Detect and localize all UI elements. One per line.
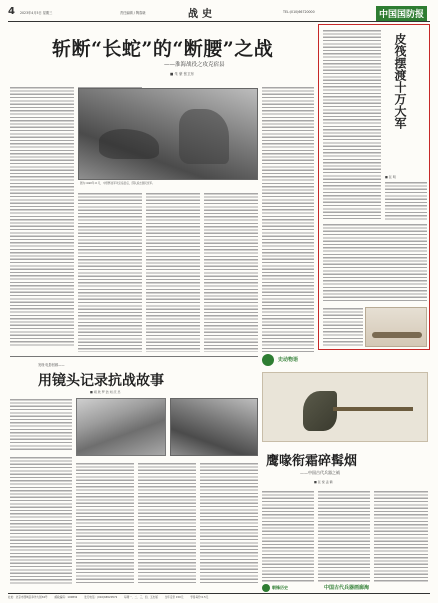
article2-column-2 <box>10 456 72 584</box>
page-number: 4 <box>8 6 15 17</box>
sidebar-text-bottom <box>323 223 427 301</box>
artifact-subtitle: ——中国古代兵器之钺 <box>300 470 340 475</box>
article1-column-2b <box>78 192 142 352</box>
article2-photo-right <box>170 398 258 456</box>
artifact-column-1 <box>262 490 314 582</box>
sidebar-title: 皮筏摆渡十万大军 <box>393 33 407 129</box>
header-editor: 责任编辑 / 陶春晓 <box>120 11 146 15</box>
footer-issue-phone: 发行电话：(010)66520572 <box>84 596 118 599</box>
article1-subtitle: ——淮海战役之攻克宿县 <box>164 62 225 68</box>
sidebar-text-end <box>323 307 363 347</box>
article1-photo <box>78 88 258 180</box>
raft-illustration <box>372 332 422 338</box>
footer-postcode: 邮政编码：100832 <box>54 596 78 599</box>
section-title: 战史 <box>188 9 216 20</box>
article1-photo-caption: 图为1948年11月，中原野战军攻克宿县后，部队追击国民党军。 <box>80 182 155 185</box>
footer-logo-icon <box>262 584 270 592</box>
artifact-byline: ■ 张 悦 孟 鹤 <box>314 480 333 484</box>
footer-logo-label: 朝锋历史 <box>272 585 288 590</box>
artifact-label <box>262 354 332 366</box>
weapon-shaft <box>333 407 413 411</box>
footer-printing: 每周一、二、三、四、五出版 <box>124 596 158 599</box>
artifact-label-text: 史动物语 <box>278 357 299 363</box>
article2-byline: ■ 胡 欣 罗 浩 刘 庆 忠 <box>90 390 121 394</box>
article2-column-4 <box>138 462 196 584</box>
artifact-label-icon <box>262 354 274 366</box>
article2-title: 用镜头记录抗战故事 <box>38 373 164 389</box>
header-tel: TEL:(010)66720000 <box>283 10 315 14</box>
article1-column-1 <box>10 86 74 346</box>
article2-column-3 <box>76 462 134 584</box>
article2-column: 发现·电影回顾—— <box>38 363 65 367</box>
header-rule <box>8 21 430 22</box>
article1-byline: ■ 朱 豪 张卫东 <box>170 72 195 76</box>
footer-monthly: 零售每份 0.5元 <box>190 596 209 599</box>
footer-rule <box>8 593 430 594</box>
sidebar-photo <box>365 307 427 347</box>
article1-column-3 <box>146 192 200 352</box>
section-divider <box>10 356 258 357</box>
artifact-column-2 <box>318 490 370 582</box>
article2-photo-left <box>76 398 166 456</box>
sidebar-text-right <box>385 181 427 221</box>
header-date: 2023年4月5日 星期三 <box>20 11 53 15</box>
sidebar-frame <box>318 24 430 350</box>
artifact-title: 鹰喙衔霜碎髯烟 <box>266 454 358 469</box>
footer <box>8 595 430 601</box>
article2-column-1 <box>10 398 72 450</box>
sidebar-byline: ■ 张 明 <box>385 175 396 179</box>
article1-column-5 <box>262 86 314 352</box>
article2-column-5 <box>200 462 258 584</box>
header <box>8 6 430 22</box>
sidebar-text-top <box>323 29 381 219</box>
masthead-logo: 中国国防报 <box>376 6 427 21</box>
footer-address: 社址：北京市西城区阜外大街34号 <box>8 596 48 599</box>
artifact-column-3 <box>374 490 428 582</box>
artifact-photo <box>262 372 428 442</box>
weapon-blade <box>303 391 337 431</box>
article1-column-4 <box>204 192 258 352</box>
footer-logo-text: 中国古代兵器画廊淘 <box>324 585 370 591</box>
footer-logo <box>262 584 428 592</box>
footer-price: 全年定价 150元 <box>164 596 184 599</box>
article1-title: 斩断“长蛇”的“断腰”之战 <box>52 38 274 60</box>
